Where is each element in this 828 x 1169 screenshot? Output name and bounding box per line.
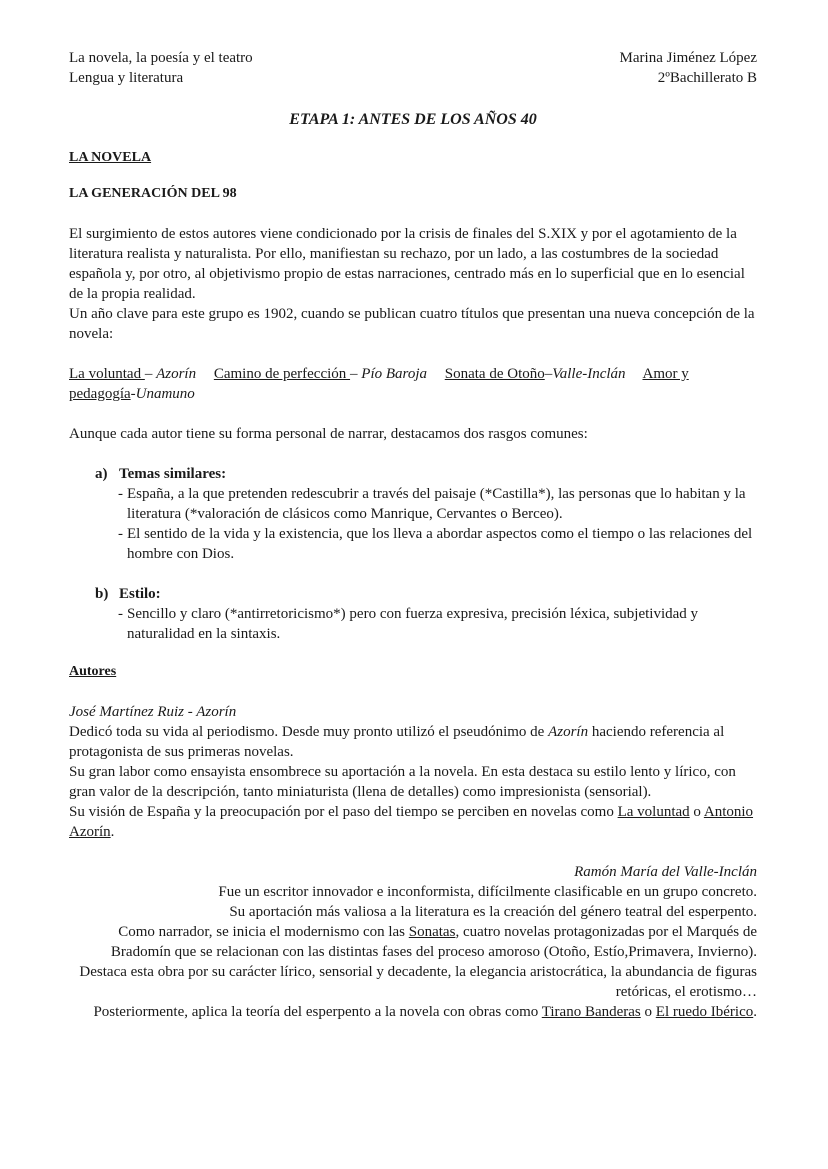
work-item <box>445 366 626 382</box>
work-author: Azorín <box>156 366 197 382</box>
dash-bullet: - <box>118 486 123 502</box>
valle-paragraph-4 <box>69 1002 757 1022</box>
intro-paragraph: El surgimiento de estos autores viene condicionado por la crisis de finales del S.XIX y por el agotamiento de la literatura realista y naturalista. Por ello, manifiestan su rechazo, por un lado, a las costumbres de la sociedad española y, por otro, al objetivismo propio de estas narraciones, centrado más en lo superficial que en lo esencial de la propia realidad. <box>69 226 745 302</box>
work-title: La voluntad <box>69 366 145 382</box>
text-span: Como narrador, se inicia el modernismo con las <box>118 924 409 940</box>
subsection-heading: LA GENERACIÓN DEL 98 <box>69 186 237 201</box>
work-item <box>69 366 196 382</box>
azorin-paragraph-1 <box>69 722 757 762</box>
work-title: Tirano Banderas <box>541 1004 641 1020</box>
work-title: Amor y pedagogía <box>69 366 689 402</box>
header-right <box>620 48 757 88</box>
header-subject: Lengua y literatura <box>69 70 184 86</box>
list-item-text: El sentido de la vida y la existencia, que los lleva a abordar aspectos como el tiempo o las relaciones del hombre con Dios. <box>127 526 753 562</box>
work-author: Valle-Inclán <box>552 366 626 382</box>
document-page <box>69 48 757 1022</box>
common-traits-intro: Aunque cada autor tiene su forma personal de narrar, destacamos dos rasgos comunes: <box>69 426 588 442</box>
list-letter: b) <box>95 586 109 602</box>
author-name-azorin <box>69 702 757 722</box>
text-span: o <box>689 804 704 820</box>
azorin-paragraph-2: Su gran labor como ensayista ensombrece su aportación a la novela. En esta destaca su estilo lento y lírico, con gran valor de la descripción, tanto miniaturista (llena de detalles) como impresionista (sensorial). <box>69 764 736 800</box>
work-title: El ruedo Ibérico <box>655 1004 754 1020</box>
text-span: Su visión de España y la preocupación por el paso del tiempo se perciben en novelas como <box>69 804 618 820</box>
list-item <box>69 604 757 644</box>
list-letter: a) <box>95 466 108 482</box>
list-heading-text: Estilo: <box>119 586 161 602</box>
work-author: Unamuno <box>135 386 195 402</box>
section-heading: LA NOVELA <box>69 150 152 165</box>
dash-bullet: - <box>118 606 123 622</box>
work-title: Sonata de Otoño <box>444 366 545 382</box>
text-span: . <box>753 1004 757 1020</box>
valle-paragraph-2: Su aportación más valiosa a la literatura es la creación del género teatral del esperpento. <box>229 904 757 920</box>
valle-paragraph-3 <box>69 922 757 1002</box>
authors-heading: Autores <box>69 664 117 679</box>
pseudonym-text: Azorín <box>548 724 589 740</box>
valle-inclan-block <box>69 862 757 1022</box>
header-student-name: Marina Jiménez López <box>619 50 757 66</box>
header-left <box>69 48 253 88</box>
work-author: Pío Baroja <box>361 366 427 382</box>
list-item <box>69 524 757 564</box>
work-item <box>214 366 427 382</box>
text-span: Posteriormente, aplica la teoría del esperpento a la novela con obras como <box>93 1004 542 1020</box>
text-span: Dedicó toda su vida al periodismo. Desde muy pronto utilizó el pseudónimo de <box>69 724 549 740</box>
intro-paragraph-2: Un año clave para este grupo es 1902, cuando se publican cuatro títulos que presentan una nueva concepción de la novela: <box>69 306 755 342</box>
work-title: Sonatas <box>408 924 456 940</box>
list-item-text: Sencillo y claro (*antirretoricismo*) pero con fuerza expresiva, precisión léxica, subjetividad y naturalidad en la sintaxis. <box>127 606 699 642</box>
work-title: Antonio Azorín <box>69 804 754 840</box>
list-item <box>69 484 757 524</box>
header-course-title: La novela, la poesía y el teatro <box>69 50 253 66</box>
work-title: Camino de perfección <box>213 366 351 382</box>
work-separator: – <box>544 366 553 382</box>
list-item-text: España, a la que pretenden redescubrir a través del paisaje (*Castilla*), las personas que lo habitan y la literatura (*valoración de clásicos como Manrique, Cervantes o Berceo). <box>127 486 746 522</box>
list-heading-b <box>95 584 757 604</box>
work-title: La voluntad <box>617 804 690 820</box>
page-title: ETAPA 1: ANTES DE LOS AÑOS 40 <box>289 111 537 128</box>
text-span: haciendo referencia al protagonista de sus primeras novelas. <box>69 724 725 760</box>
list-heading-text: Temas similares: <box>119 466 227 482</box>
header-class: 2ºBachillerato B <box>657 70 757 86</box>
author-name-text: José Martínez Ruiz - Azorín <box>69 704 237 720</box>
azorin-paragraph-3 <box>69 802 757 842</box>
works-list <box>69 364 757 404</box>
text-span: , cuatro novelas protagonizadas por el Marqués de Bradomín que se relacionan con las distintas fases del proceso amoroso (Otoño, Estío,Primavera, Invierno). Destaca esta obra por su carácter lírico, sensorial y decadente, la elegancia aristocrática, la abundancia de figuras retóricas, el erotismo… <box>79 924 757 1000</box>
work-separator: - <box>130 386 136 402</box>
text-span: . <box>110 824 115 840</box>
dash-bullet: - <box>118 526 123 542</box>
page-header <box>69 48 757 88</box>
text-span: o <box>640 1004 656 1020</box>
valle-paragraph-1: Fue un escritor innovador e inconformista, difícilmente clasificable en un grupo concreto. <box>218 884 757 900</box>
work-separator: – <box>144 366 157 382</box>
author-name-text: Ramón María del Valle-Inclán <box>574 864 757 880</box>
author-name-valle <box>69 862 757 882</box>
work-separator: – <box>350 366 362 382</box>
list-heading-a <box>95 464 757 484</box>
